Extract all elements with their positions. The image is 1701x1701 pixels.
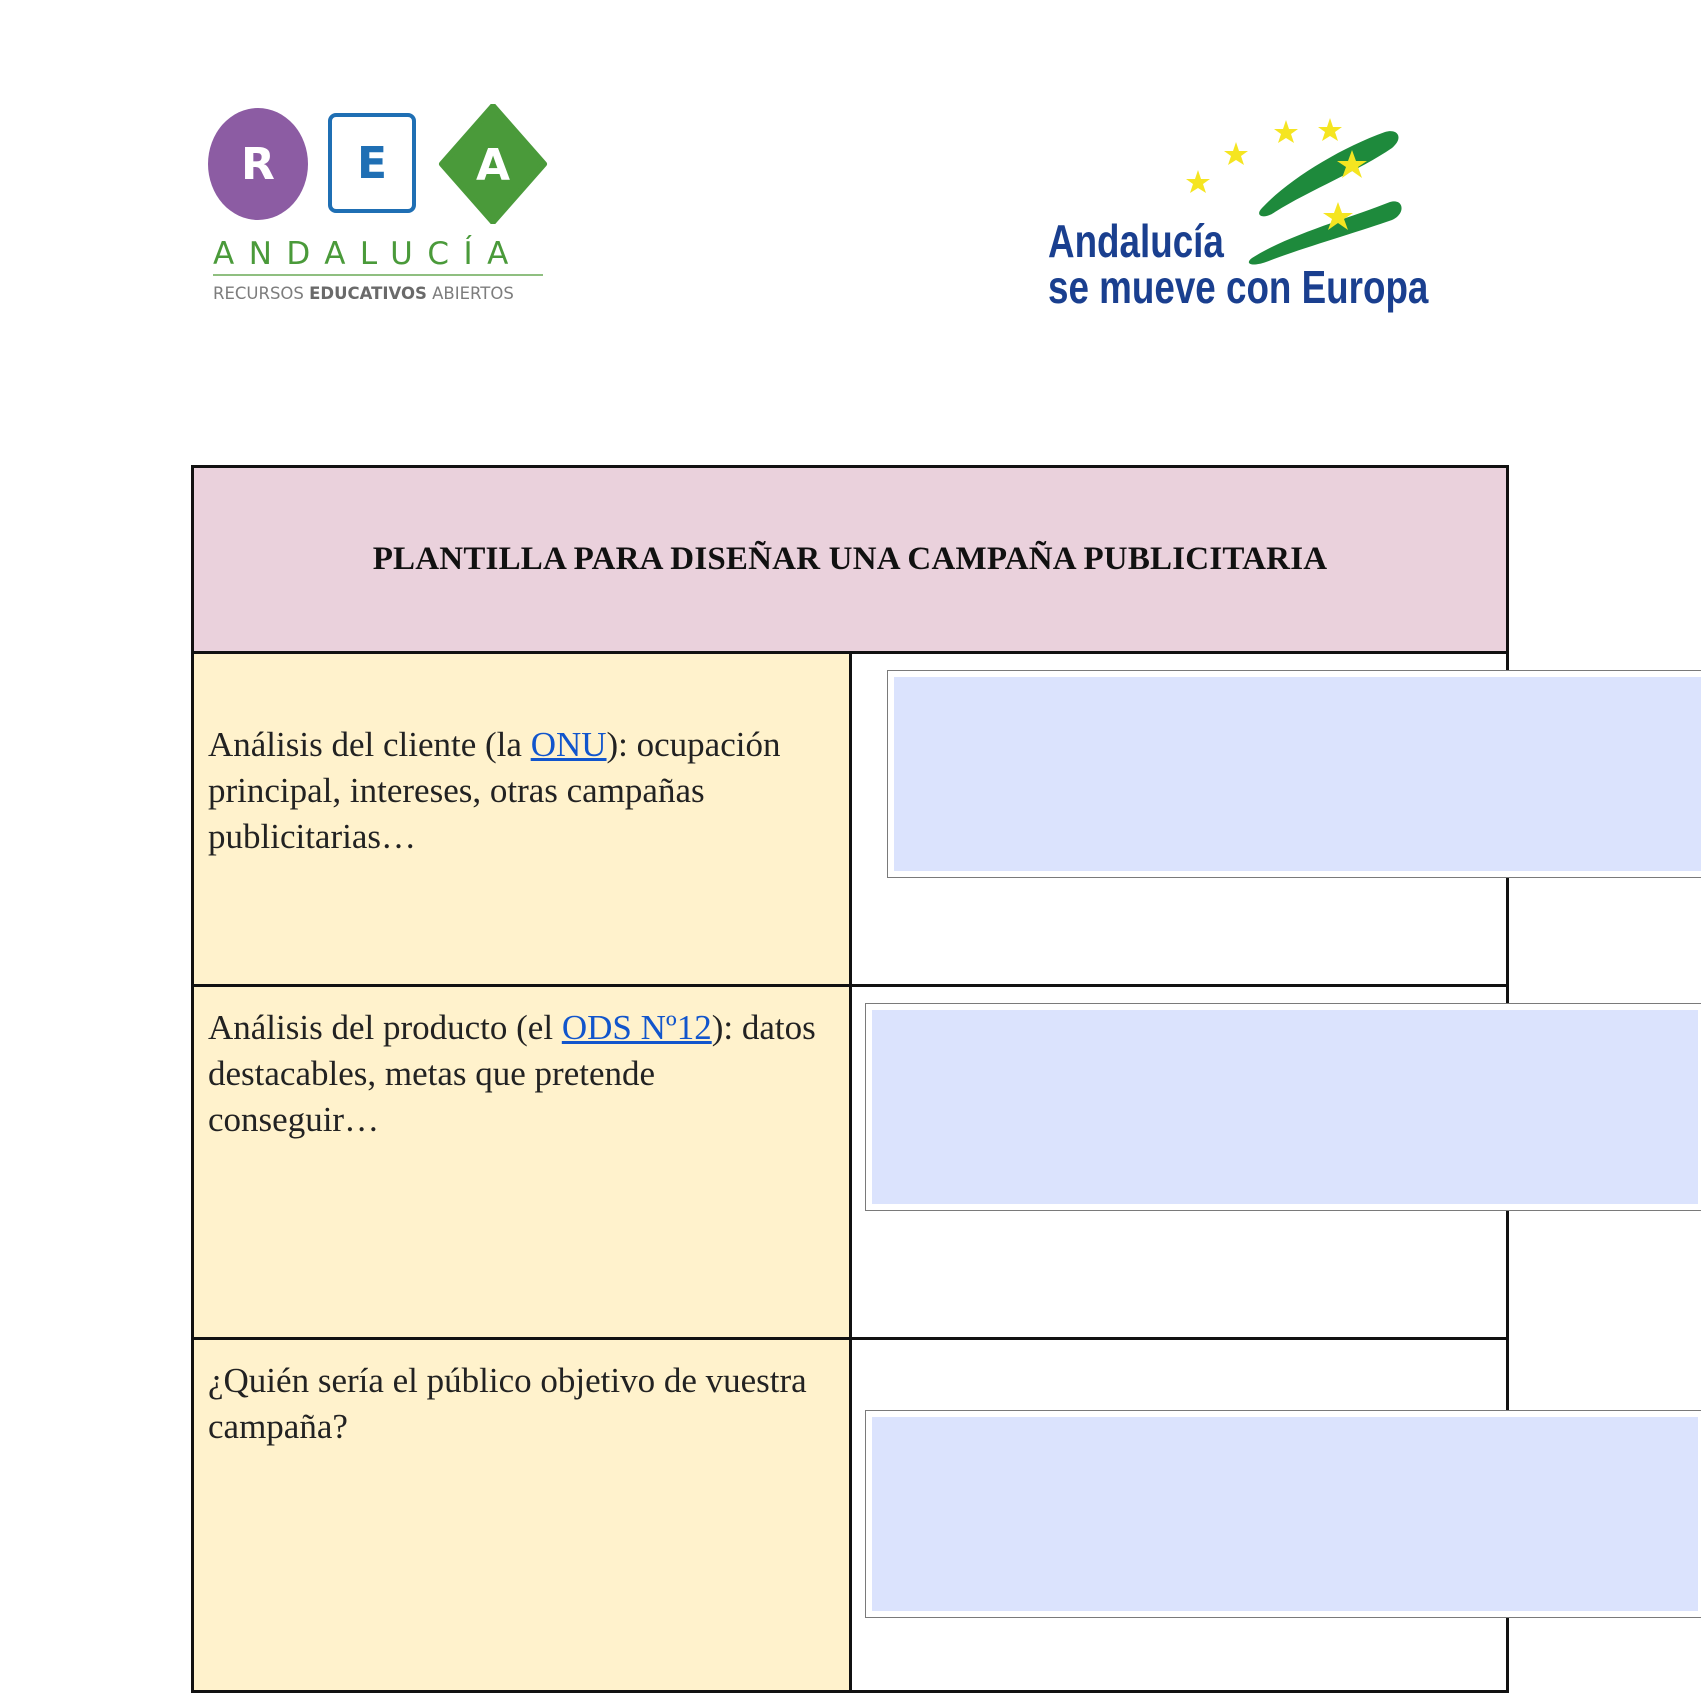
rea-subtitle-part1: RECURSOS (213, 284, 310, 303)
table-row-product-analysis (193, 986, 1508, 1339)
rea-subtitle-part3: ABIERTOS (426, 284, 514, 303)
rea-wordmark: ANDALUCÍA (213, 236, 523, 272)
europa-logo-line1: Andalucía (1048, 215, 1224, 267)
star-icon-4 (1318, 118, 1342, 141)
rea-letter-a: A (475, 140, 511, 191)
rea-subtitle-part2: EDUCATIVOS (309, 284, 427, 303)
answer-cell-target-audience (850, 1339, 1508, 1692)
label-text (208, 987, 835, 1143)
label-client-analysis (193, 653, 851, 986)
ods-12-link[interactable]: ODS Nº12 (561, 1008, 712, 1047)
label-text (208, 654, 835, 860)
rea-letter-a-diamond (438, 104, 548, 224)
target-audience-field[interactable] (872, 1417, 1698, 1611)
answer-box-product-analysis (865, 1003, 1701, 1211)
label-product-analysis (193, 986, 851, 1339)
star-icon-2 (1224, 142, 1248, 165)
label-text-after: ): ocupación principal, intereses, otras campañas publicitarias… (208, 725, 781, 856)
rea-letter-r: R (208, 108, 308, 220)
andalucia-europa-logo (1040, 110, 1429, 330)
answer-cell-product-analysis (850, 986, 1508, 1339)
rea-subtitle (213, 284, 514, 303)
green-stripe-top (1259, 131, 1398, 216)
star-icon-3 (1274, 120, 1298, 143)
onu-link[interactable]: ONU (530, 725, 607, 764)
answer-cell-client-analysis (850, 653, 1508, 986)
label-text-after: ): datos destacables, metas que pretende conseguir… (208, 1008, 816, 1139)
answer-box-client-analysis (887, 670, 1701, 878)
answer-box-target-audience (865, 1410, 1701, 1618)
rea-divider (213, 274, 543, 276)
label-target-audience (193, 1339, 851, 1692)
table-title-row (193, 467, 1508, 653)
client-analysis-field[interactable] (894, 677, 1701, 871)
label-text-before: Análisis del cliente (la (208, 725, 531, 764)
product-analysis-field[interactable] (872, 1010, 1698, 1204)
rea-letter-e: E (328, 113, 416, 213)
table-row-target-audience (193, 1339, 1508, 1692)
star-icon-1 (1186, 170, 1210, 193)
label-text: ¿Quién sería el público objetivo de vuestra campaña? (208, 1361, 807, 1446)
rea-andalucia-logo (208, 104, 548, 314)
table-row-client-analysis (193, 653, 1508, 986)
label-text-before: Análisis del producto (el (208, 1008, 562, 1047)
table-title: PLANTILLA PARA DISEÑAR UNA CAMPAÑA PUBLICITARIA (193, 467, 1508, 653)
europa-logo-line2: se mueve con Europa (1048, 261, 1429, 313)
rea-badges (208, 104, 548, 224)
campaign-template-table (191, 465, 1509, 1693)
